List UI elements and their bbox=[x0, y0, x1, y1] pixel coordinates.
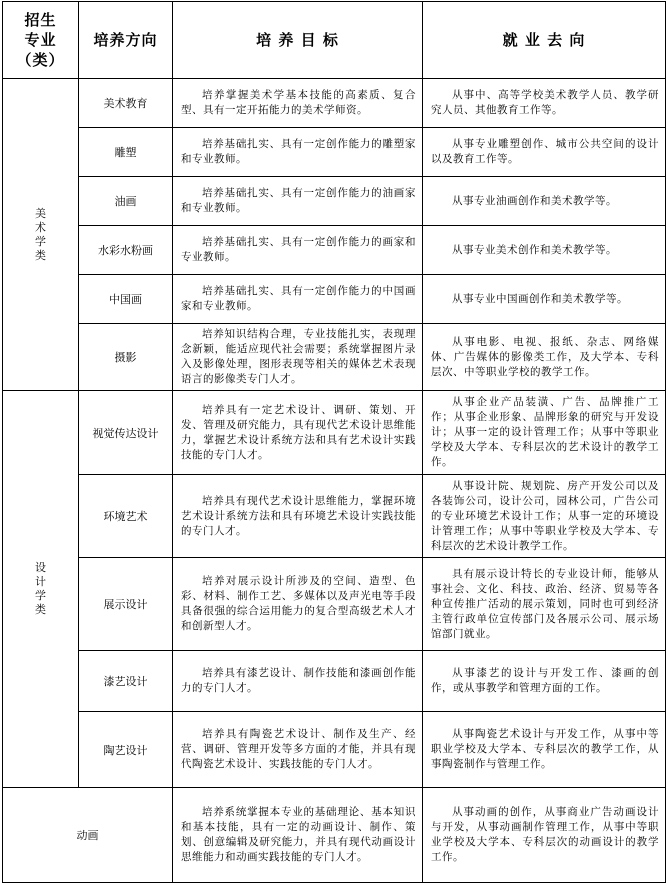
table-row bbox=[3, 788, 666, 883]
career-cell: 从事漆艺的设计与开发工作、漆画的创作，或从事教学和管理方面的工作。 bbox=[423, 651, 666, 712]
table-row bbox=[3, 128, 666, 177]
direction-cell: 展示设计 bbox=[79, 558, 173, 651]
career-cell: 从事专业雕塑创作、城市公共空间的设计以及教育工作等。 bbox=[423, 128, 666, 177]
career-cell: 具有展示设计特长的专业设计师，能够从事社会、文化、科技、政治、经济、贸易等各种宣传推广活动的展示策划，同时也可到经济主管行政单位宣传部门及各展示公司、展示场馆部门就业。 bbox=[423, 558, 666, 651]
career-cell: 从事专业油画创作和美术教学等。 bbox=[423, 177, 666, 226]
header-career: 就 业 去 向 bbox=[423, 2, 666, 79]
table-row bbox=[3, 79, 666, 128]
career-cell: 从事企业产品装潢、广告、品牌推广工作；从事企业形象、品牌形象的研究与开发设计；从事一定的设计管理工作；从事中等职业学校及大学本、专科层次的艺术设计的教学工作。 bbox=[423, 391, 666, 475]
career-cell: 从事动画的创作，从事商业广告动画设计与开发，从事动画制作管理工作，从事中等职业学校及大学本、专科层次的动画设计的教学工作。 bbox=[423, 788, 666, 883]
header-goal: 培 养 目 标 bbox=[173, 2, 423, 79]
career-cell: 从事陶瓷艺术设计与开发工作，从事中等职业学校及大学本、专科层次的教学工作，从事陶瓷制作与管理工作。 bbox=[423, 712, 666, 788]
header-direction: 培养方向 bbox=[79, 2, 173, 79]
career-cell: 从事电影、电视、报纸、杂志、网络媒体、广告媒体的影像类工作，及大学本、专科层次、中等职业学校的教学工作。 bbox=[423, 324, 666, 391]
direction-cell: 视觉传达设计 bbox=[79, 391, 173, 475]
goal-cell: 培养掌握美术学基本技能的高素质、复合型、具有一定开拓能力的美术学师资。 bbox=[173, 79, 423, 128]
goal-cell: 培养具有现代艺术设计思维能力，掌握环境艺术设计系统方法和具有环境艺术设计实践技能的专门人才。 bbox=[173, 475, 423, 558]
table-row bbox=[3, 177, 666, 226]
goal-cell: 培养知识结构合理，专业技能扎实，表现理念新颖，能适应现代社会需要；系统掌握图片录入及影像处理，图形表现等相关的媒体艺术表现语言的影像类专门人才。 bbox=[173, 324, 423, 391]
goal-cell: 培养具有一定艺术设计、调研、策划、开发、管理及研究能力，具有现代艺术设计思维能力，掌握艺术设计系统方法和具有艺术设计实践技能的专门人才。 bbox=[173, 391, 423, 475]
career-cell: 从事设计院、规划院、房产开发公司以及各装饰公司，设计公司，园林公司，广告公司的专业环境艺术设计工作；从事一定的环境设计管理工作；从事中等职业学校及大学本、专科层次的艺术设计教学工作。 bbox=[423, 475, 666, 558]
table-row bbox=[3, 475, 666, 558]
table-row bbox=[3, 651, 666, 712]
table-row bbox=[3, 324, 666, 391]
table-row bbox=[3, 275, 666, 324]
majors-table bbox=[2, 1, 666, 883]
header-major: 招生 专业 （类） bbox=[3, 2, 79, 79]
category-art: 美术学类 bbox=[3, 79, 79, 391]
goal-cell: 培养基础扎实、具有一定创作能力的雕塑家和专业教师。 bbox=[173, 128, 423, 177]
table-row bbox=[3, 558, 666, 651]
career-cell: 从事专业中国画创作和美术教学等。 bbox=[423, 275, 666, 324]
table-row bbox=[3, 226, 666, 275]
goal-cell: 培养基础扎实、具有一定创作能力的画家和专业教师。 bbox=[173, 226, 423, 275]
goal-cell: 培养基础扎实、具有一定创作能力的中国画家和专业教师。 bbox=[173, 275, 423, 324]
goal-cell: 培养对展示设计所涉及的空间、造型、色彩、材料、制作工艺、多媒体以及声光电等手段具备很强的综合运用能力的复合型高级艺术人才和创新型人才。 bbox=[173, 558, 423, 651]
direction-cell: 漆艺设计 bbox=[79, 651, 173, 712]
direction-cell: 环境艺术 bbox=[79, 475, 173, 558]
direction-cell: 摄影 bbox=[79, 324, 173, 391]
goal-cell: 培养系统掌握本专业的基础理论、基本知识和基本技能，具有一定的动画设计、制作、策划、创意编辑及研究能力，并具有现代动画设计思维能力和动画实践技能的专门人才。 bbox=[173, 788, 423, 883]
table-row bbox=[3, 712, 666, 788]
career-cell: 从事中、高等学校美术教学人员、教学研究人员、其他教育工作等。 bbox=[423, 79, 666, 128]
direction-cell: 美术教育 bbox=[79, 79, 173, 128]
goal-cell: 培养具有陶瓷艺术设计、制作及生产、经营、调研、管理开发等多方面的才能，并具有现代陶瓷艺术设计、实践技能的专门人才。 bbox=[173, 712, 423, 788]
direction-cell: 中国画 bbox=[79, 275, 173, 324]
career-cell: 从事专业美术创作和美术教学等。 bbox=[423, 226, 666, 275]
table-row bbox=[3, 391, 666, 475]
direction-cell: 陶艺设计 bbox=[79, 712, 173, 788]
goal-cell: 培养具有漆艺设计、制作技能和漆画创作能力的专门人才。 bbox=[173, 651, 423, 712]
direction-cell: 油画 bbox=[79, 177, 173, 226]
direction-cell: 动画 bbox=[3, 788, 173, 883]
goal-cell: 培养基础扎实、具有一定创作能力的油画家和专业教师。 bbox=[173, 177, 423, 226]
category-design: 设计学类 bbox=[3, 391, 79, 788]
direction-cell: 水彩水粉画 bbox=[79, 226, 173, 275]
direction-cell: 雕塑 bbox=[79, 128, 173, 177]
